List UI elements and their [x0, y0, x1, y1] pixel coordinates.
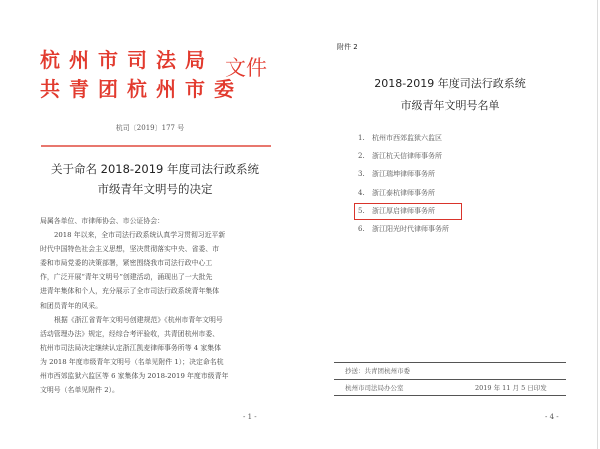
- body-line: 杭州市司法局决定继续认定浙江凯麦律师事务所等 4 家集体: [40, 343, 222, 352]
- body-line: 时代中国特色社会主义思想，坚决贯彻落实中央、省委、市: [40, 245, 220, 254]
- list-item: [358, 222, 449, 240]
- page-4: [300, 0, 598, 449]
- issuing-office: 杭州市司法局办公室: [345, 384, 404, 392]
- body-line: 进青年集体和个人，充分展示了全市司法行政系统青年集体: [40, 287, 220, 296]
- list-item-highlighted: [358, 204, 449, 222]
- item-name: 浙江杭天信律师事务所: [372, 152, 442, 161]
- issuer-name-youth-league: 共青团杭州市委: [40, 77, 243, 101]
- body-line: 文明号（名单见附件 2）。: [40, 386, 119, 395]
- document-type-label: 文件: [225, 56, 267, 80]
- body-line: 根据《浙江省青年文明号创建规范》《杭州市青年文明号: [54, 315, 223, 324]
- document-title-line1: 关于命名 2018-2019 年度司法行政系统: [51, 162, 259, 176]
- page-number: - 1 -: [243, 413, 257, 421]
- body-line: 和团员青年的风采。: [40, 301, 103, 310]
- item-number: 5.: [358, 206, 365, 215]
- list-item: [358, 149, 449, 167]
- item-number: 4.: [358, 188, 365, 197]
- body-line: 为 2018 年度市级青年文明号（名单见附件 1）；决定命名杭: [40, 357, 224, 366]
- item-number: 3.: [358, 170, 365, 179]
- cc-recipients: 抄送：共青团杭州市委: [345, 367, 410, 375]
- page-edge: [597, 0, 598, 449]
- item-name: 浙江泰杭律师事务所: [372, 188, 435, 197]
- document-body: [40, 214, 268, 397]
- item-number: 6.: [358, 224, 365, 233]
- list-item: [358, 131, 449, 149]
- document-title-line2: 市级青年文明号的决定: [97, 182, 213, 196]
- salutation: 局属各单位、市律师协会、市公证协会：: [40, 217, 165, 225]
- issuer-name-justice-bureau: 杭州市司法局: [40, 48, 214, 72]
- body-line: 2018 年以来，全市司法行政系统认真学习贯彻习近平新: [54, 231, 226, 240]
- page-number: - 4 -: [545, 413, 559, 421]
- red-divider: [41, 145, 271, 147]
- list-item: [358, 186, 449, 204]
- body-line: 作，广泛开展“青年文明号”创建活动，涌现出了一大批先: [40, 273, 213, 282]
- honoree-list: [358, 131, 449, 240]
- body-line: 委和市局党委的决策部署，紧密围绕我市司法行政中心工: [40, 259, 213, 268]
- paragraph-2: [40, 313, 268, 398]
- item-number: 1.: [358, 134, 365, 142]
- annex-label: 附件 2: [337, 43, 358, 51]
- print-date: 2019 年 11 月 5 日印发: [475, 384, 547, 392]
- list-item: [358, 167, 449, 185]
- body-line: 州市西郊监狱六监区等 6 家集体为 2018-2019 年度市级青年: [40, 372, 229, 381]
- item-name: 浙江瑞坤律师事务所: [372, 170, 435, 179]
- item-name: 浙江厚启律师事务所: [372, 206, 435, 215]
- footer-rule-middle: [334, 379, 566, 380]
- footer-rule-top: [334, 362, 566, 363]
- item-number: 2.: [358, 152, 365, 161]
- item-name: 杭州市西郊监狱六监区: [372, 134, 442, 142]
- footer-rule-bottom: [334, 395, 566, 396]
- list-title-line2: 市级青年文明号名单: [400, 99, 500, 112]
- paragraph-1: [40, 228, 268, 313]
- item-name: 浙江阳光时代律师事务所: [372, 224, 449, 233]
- document-number: 杭司〔2019〕177 号: [115, 124, 185, 132]
- list-title-line1: 2018-2019 年度司法行政系统: [374, 77, 526, 90]
- body-line: 活动管理办法》规定，经综合考评验收，共青团杭州市委、: [40, 329, 220, 338]
